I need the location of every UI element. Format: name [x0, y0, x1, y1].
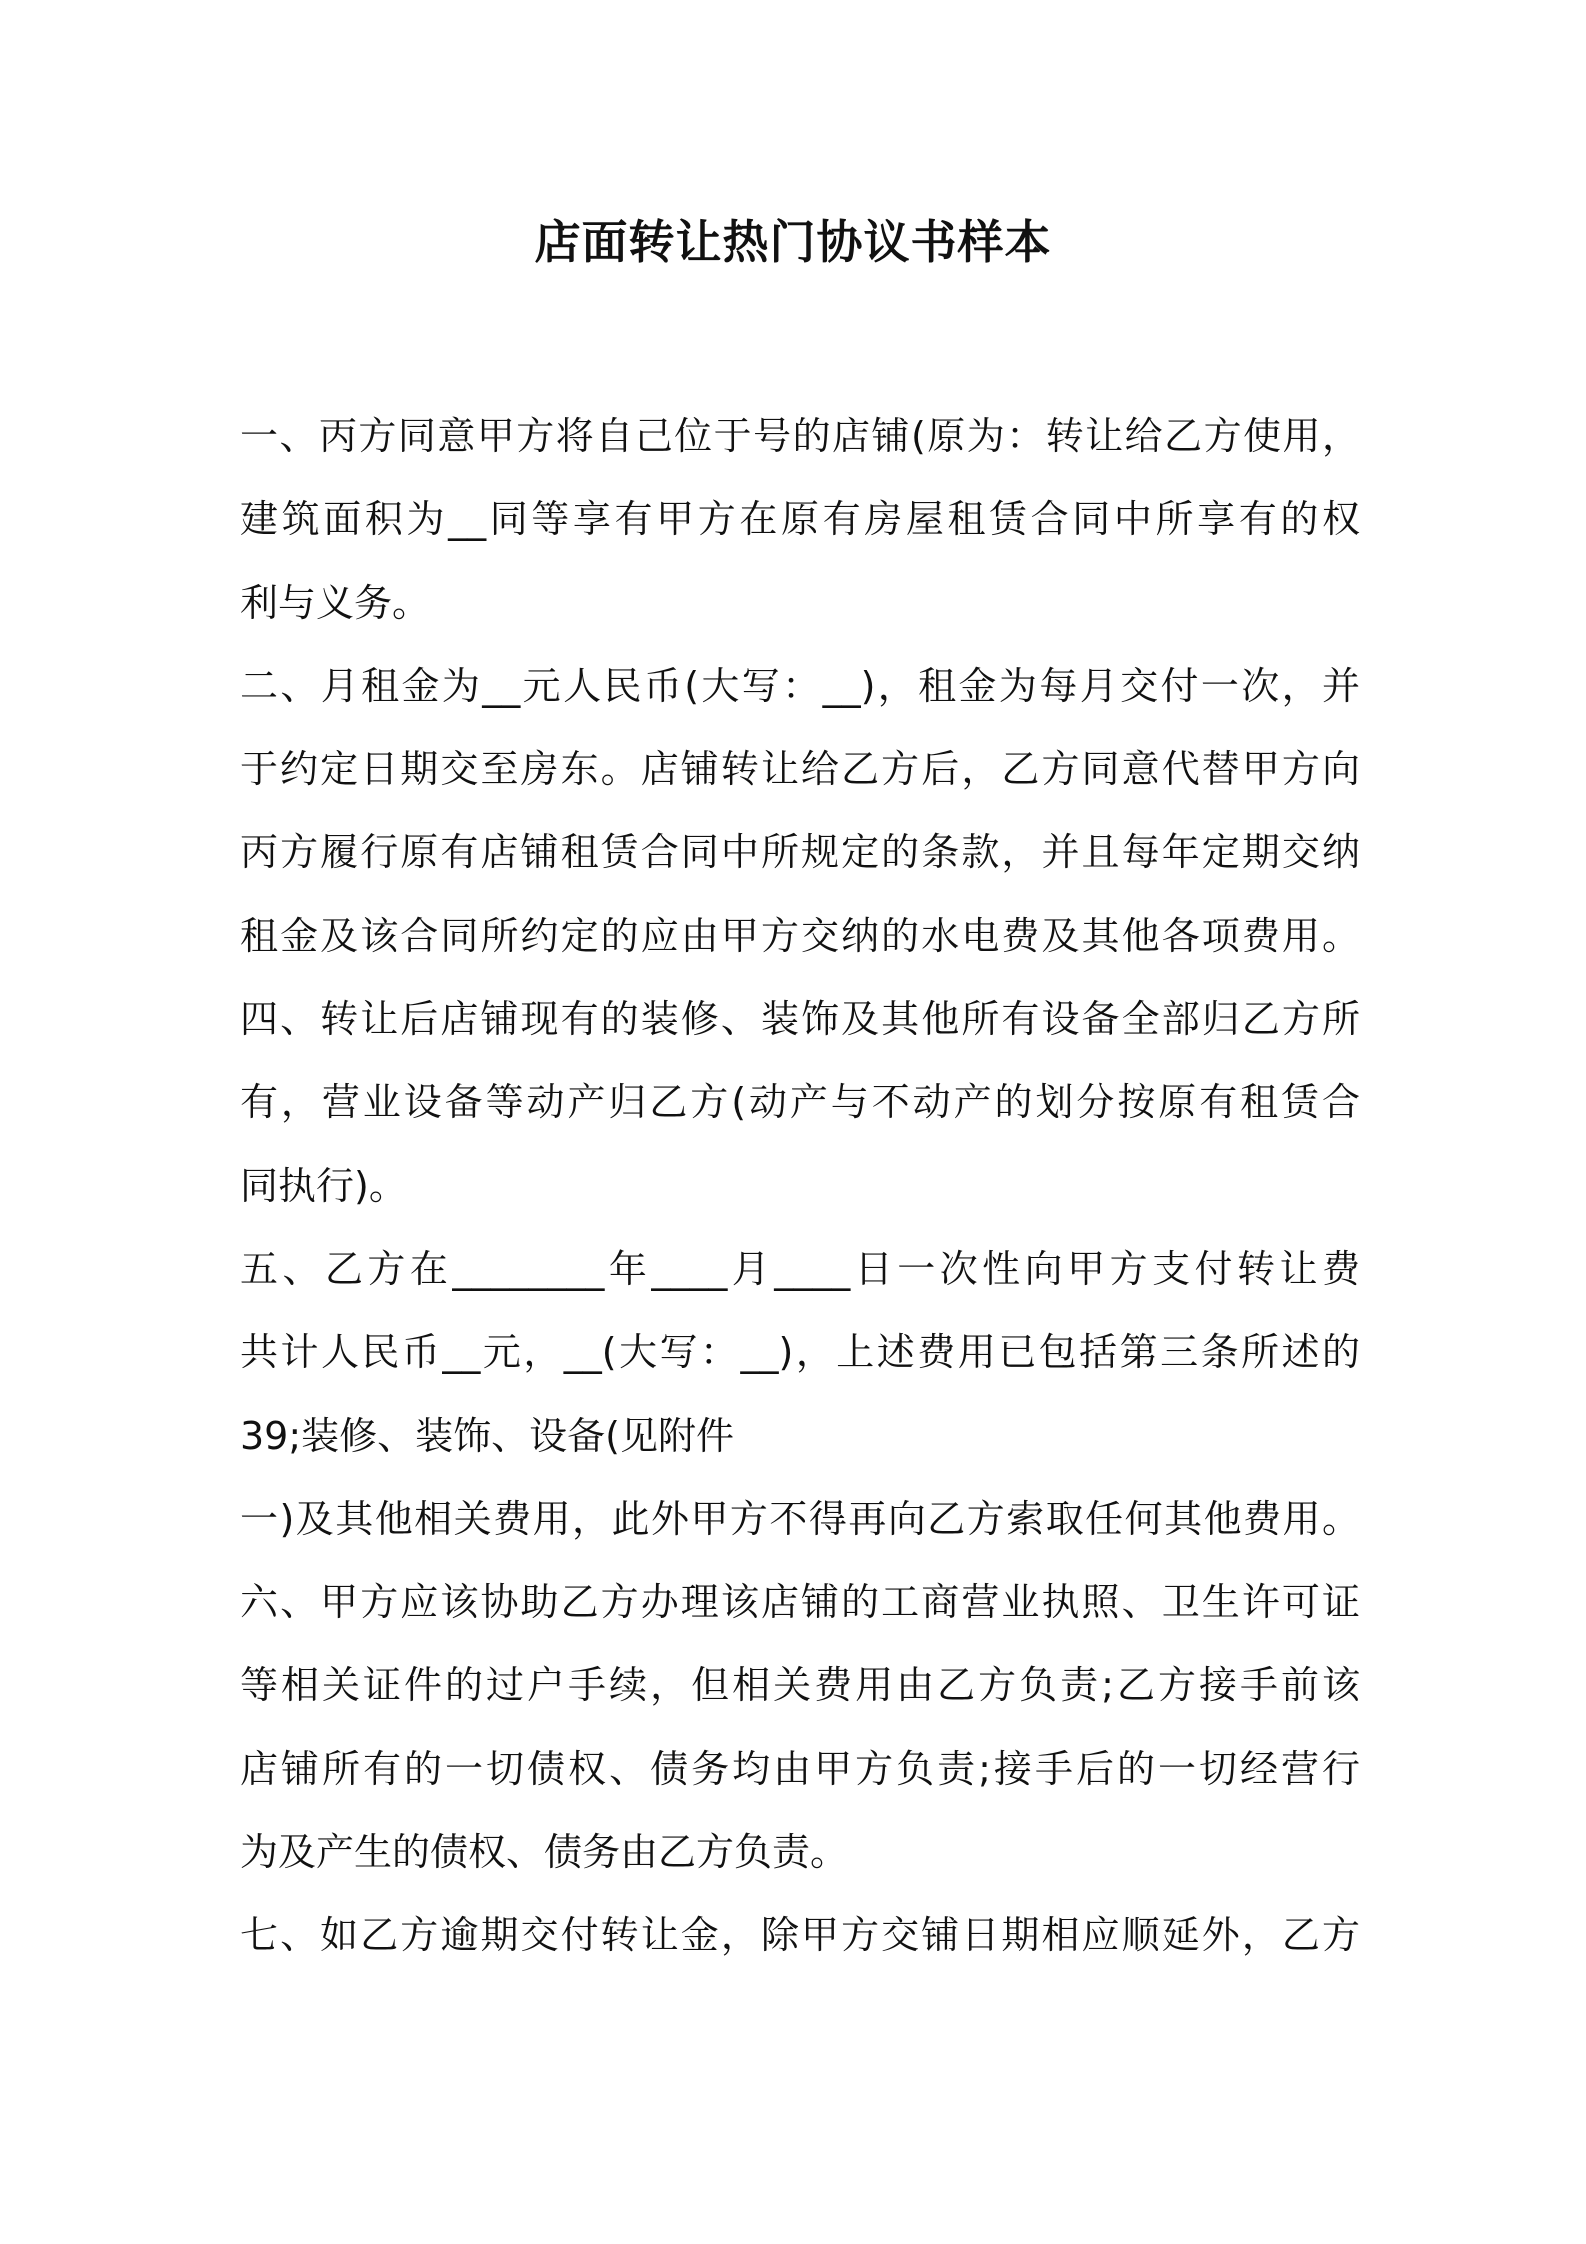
text-line: 于约定日期交至房东。店铺转让给乙方后，乙方同意代替甲方向: [240, 747, 1360, 792]
text-line: 四、转让后店铺现有的装修、装饰及其他所有设备全部归乙方所: [240, 997, 1360, 1042]
text-line: 一、丙方同意甲方将自己位于号的店铺(原为：转让给乙方使用，: [240, 414, 1360, 458]
text-line: 建筑面积为__同等享有甲方在原有房屋租赁合同中所享有的权: [240, 497, 1360, 542]
text-line: 丙方履行原有店铺租赁合同中所规定的条款，并且每年定期交纳: [240, 830, 1360, 875]
text-line: 六、甲方应该协助乙方办理该店铺的工商营业执照、卫生许可证: [240, 1580, 1360, 1625]
text-line: 同执行)。: [240, 1163, 407, 1208]
document-body: [240, 395, 1360, 1978]
text-line: 有，营业设备等动产归乙方(动产与不动产的划分按原有租赁合: [240, 1080, 1360, 1125]
text-line: 七、如乙方逾期交付转让金，除甲方交铺日期相应顺延外，乙方: [240, 1913, 1360, 1958]
text-line: 39;装修、装饰、设备(见附件: [240, 1413, 734, 1458]
text-line: 等相关证件的过户手续，但相关费用由乙方负责;乙方接手前该: [240, 1663, 1360, 1708]
text-line: 五、乙方在________年____月____日一次性向甲方支付转让费: [240, 1246, 1360, 1291]
text-line: 为及产生的债权、债务由乙方负责。: [240, 1830, 849, 1875]
document-title: 店面转让热门协议书样本: [534, 215, 1052, 269]
text-line: 共计人民币__元，__(大写：__)，上述费用已包括第三条所述的: [240, 1330, 1360, 1375]
text-line: 二、月租金为__元人民币(大写：__)，租金为每月交付一次，并: [240, 663, 1360, 708]
text-line: 租金及该合同所约定的应由甲方交纳的水电费及其他各项费用。: [240, 913, 1360, 958]
text-line: 店铺所有的一切债权、债务均由甲方负责;接手后的一切经营行: [240, 1746, 1360, 1791]
text-line: 利与义务。: [240, 580, 431, 625]
text-line: 一)及其他相关费用，此外甲方不得再向乙方索取任何其他费用。: [240, 1496, 1360, 1541]
